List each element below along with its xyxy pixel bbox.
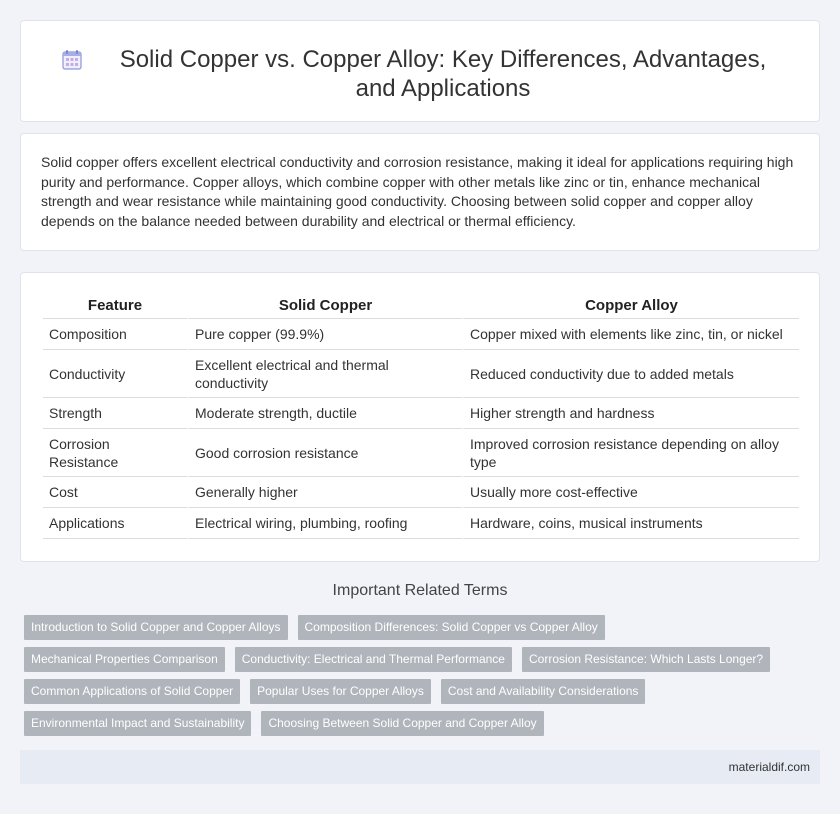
- related-term-tag[interactable]: Common Applications of Solid Copper: [24, 679, 240, 704]
- row-feature: Applications: [43, 508, 187, 539]
- table-row: [43, 477, 799, 508]
- related-term-tag[interactable]: Mechanical Properties Comparison: [24, 647, 225, 672]
- table-header-row: [43, 297, 799, 319]
- table-row: [43, 508, 799, 539]
- related-term-tag[interactable]: Corrosion Resistance: Which Lasts Longer?: [522, 647, 770, 672]
- row-solid-copper: Pure copper (99.9%): [187, 319, 462, 350]
- row-copper-alloy: Hardware, coins, musical instruments: [462, 508, 799, 539]
- table-row: [43, 319, 799, 350]
- comparison-card: [20, 272, 820, 562]
- footer-site-link[interactable]: materialdif.com: [728, 760, 810, 774]
- header-copper-alloy: Copper Alloy: [462, 297, 799, 319]
- related-term-tag[interactable]: Cost and Availability Considerations: [441, 679, 646, 704]
- row-solid-copper: Electrical wiring, plumbing, roofing: [187, 508, 462, 539]
- related-term-tag[interactable]: Environmental Impact and Sustainability: [24, 711, 251, 736]
- related-term-tag[interactable]: Choosing Between Solid Copper and Copper Alloy: [261, 711, 543, 736]
- row-copper-alloy: Reduced conductivity due to added metals: [462, 350, 799, 398]
- row-feature: Composition: [43, 319, 187, 350]
- row-solid-copper: Excellent electrical and thermal conductivity: [187, 350, 462, 398]
- table-row: [43, 429, 799, 477]
- related-terms-title: Important Related Terms: [332, 582, 508, 599]
- row-copper-alloy: Higher strength and hardness: [462, 398, 799, 429]
- row-copper-alloy: Improved corrosion resistance depending on alloy type: [462, 429, 799, 477]
- related-term-tag[interactable]: Composition Differences: Solid Copper vs Copper Alloy: [298, 615, 605, 640]
- header-card: [20, 20, 820, 122]
- calendar-icon: [61, 49, 83, 71]
- header-solid-copper: Solid Copper: [187, 297, 462, 319]
- intro-paragraph: Solid copper offers excellent electrical conductivity and corrosion resistance, making it ideal for applications requiring high purity and performance. Copper alloys, which combine copper with other metals like zinc or tin, enhance mechanical strength and wear resistance while maintaining good conductivity. Choosing between solid copper and copper alloy depends on the balance needed between durability and electrical or thermal efficiency.: [41, 154, 794, 229]
- row-feature: Strength: [43, 398, 187, 429]
- comparison-table: [43, 297, 799, 539]
- row-feature: Cost: [43, 477, 187, 508]
- related-terms-list: [20, 615, 820, 743]
- row-copper-alloy: Usually more cost-effective: [462, 477, 799, 508]
- related-term-tag[interactable]: Conductivity: Electrical and Thermal Performance: [235, 647, 512, 672]
- header-feature: Feature: [43, 297, 187, 319]
- row-solid-copper: Generally higher: [187, 477, 462, 508]
- page-title: Solid Copper vs. Copper Alloy: Key Differences, Advantages, and Applications: [119, 46, 767, 102]
- row-solid-copper: Moderate strength, ductile: [187, 398, 462, 429]
- row-copper-alloy: Copper mixed with elements like zinc, tin, or nickel: [462, 319, 799, 350]
- related-term-tag[interactable]: Introduction to Solid Copper and Copper Alloys: [24, 615, 288, 640]
- related-term-tag[interactable]: Popular Uses for Copper Alloys: [250, 679, 431, 704]
- row-feature: Corrosion Resistance: [43, 429, 187, 477]
- row-solid-copper: Good corrosion resistance: [187, 429, 462, 477]
- table-row: [43, 350, 799, 398]
- footer: [20, 750, 820, 784]
- table-row: [43, 398, 799, 429]
- row-feature: Conductivity: [43, 350, 187, 398]
- intro-card: [20, 133, 820, 251]
